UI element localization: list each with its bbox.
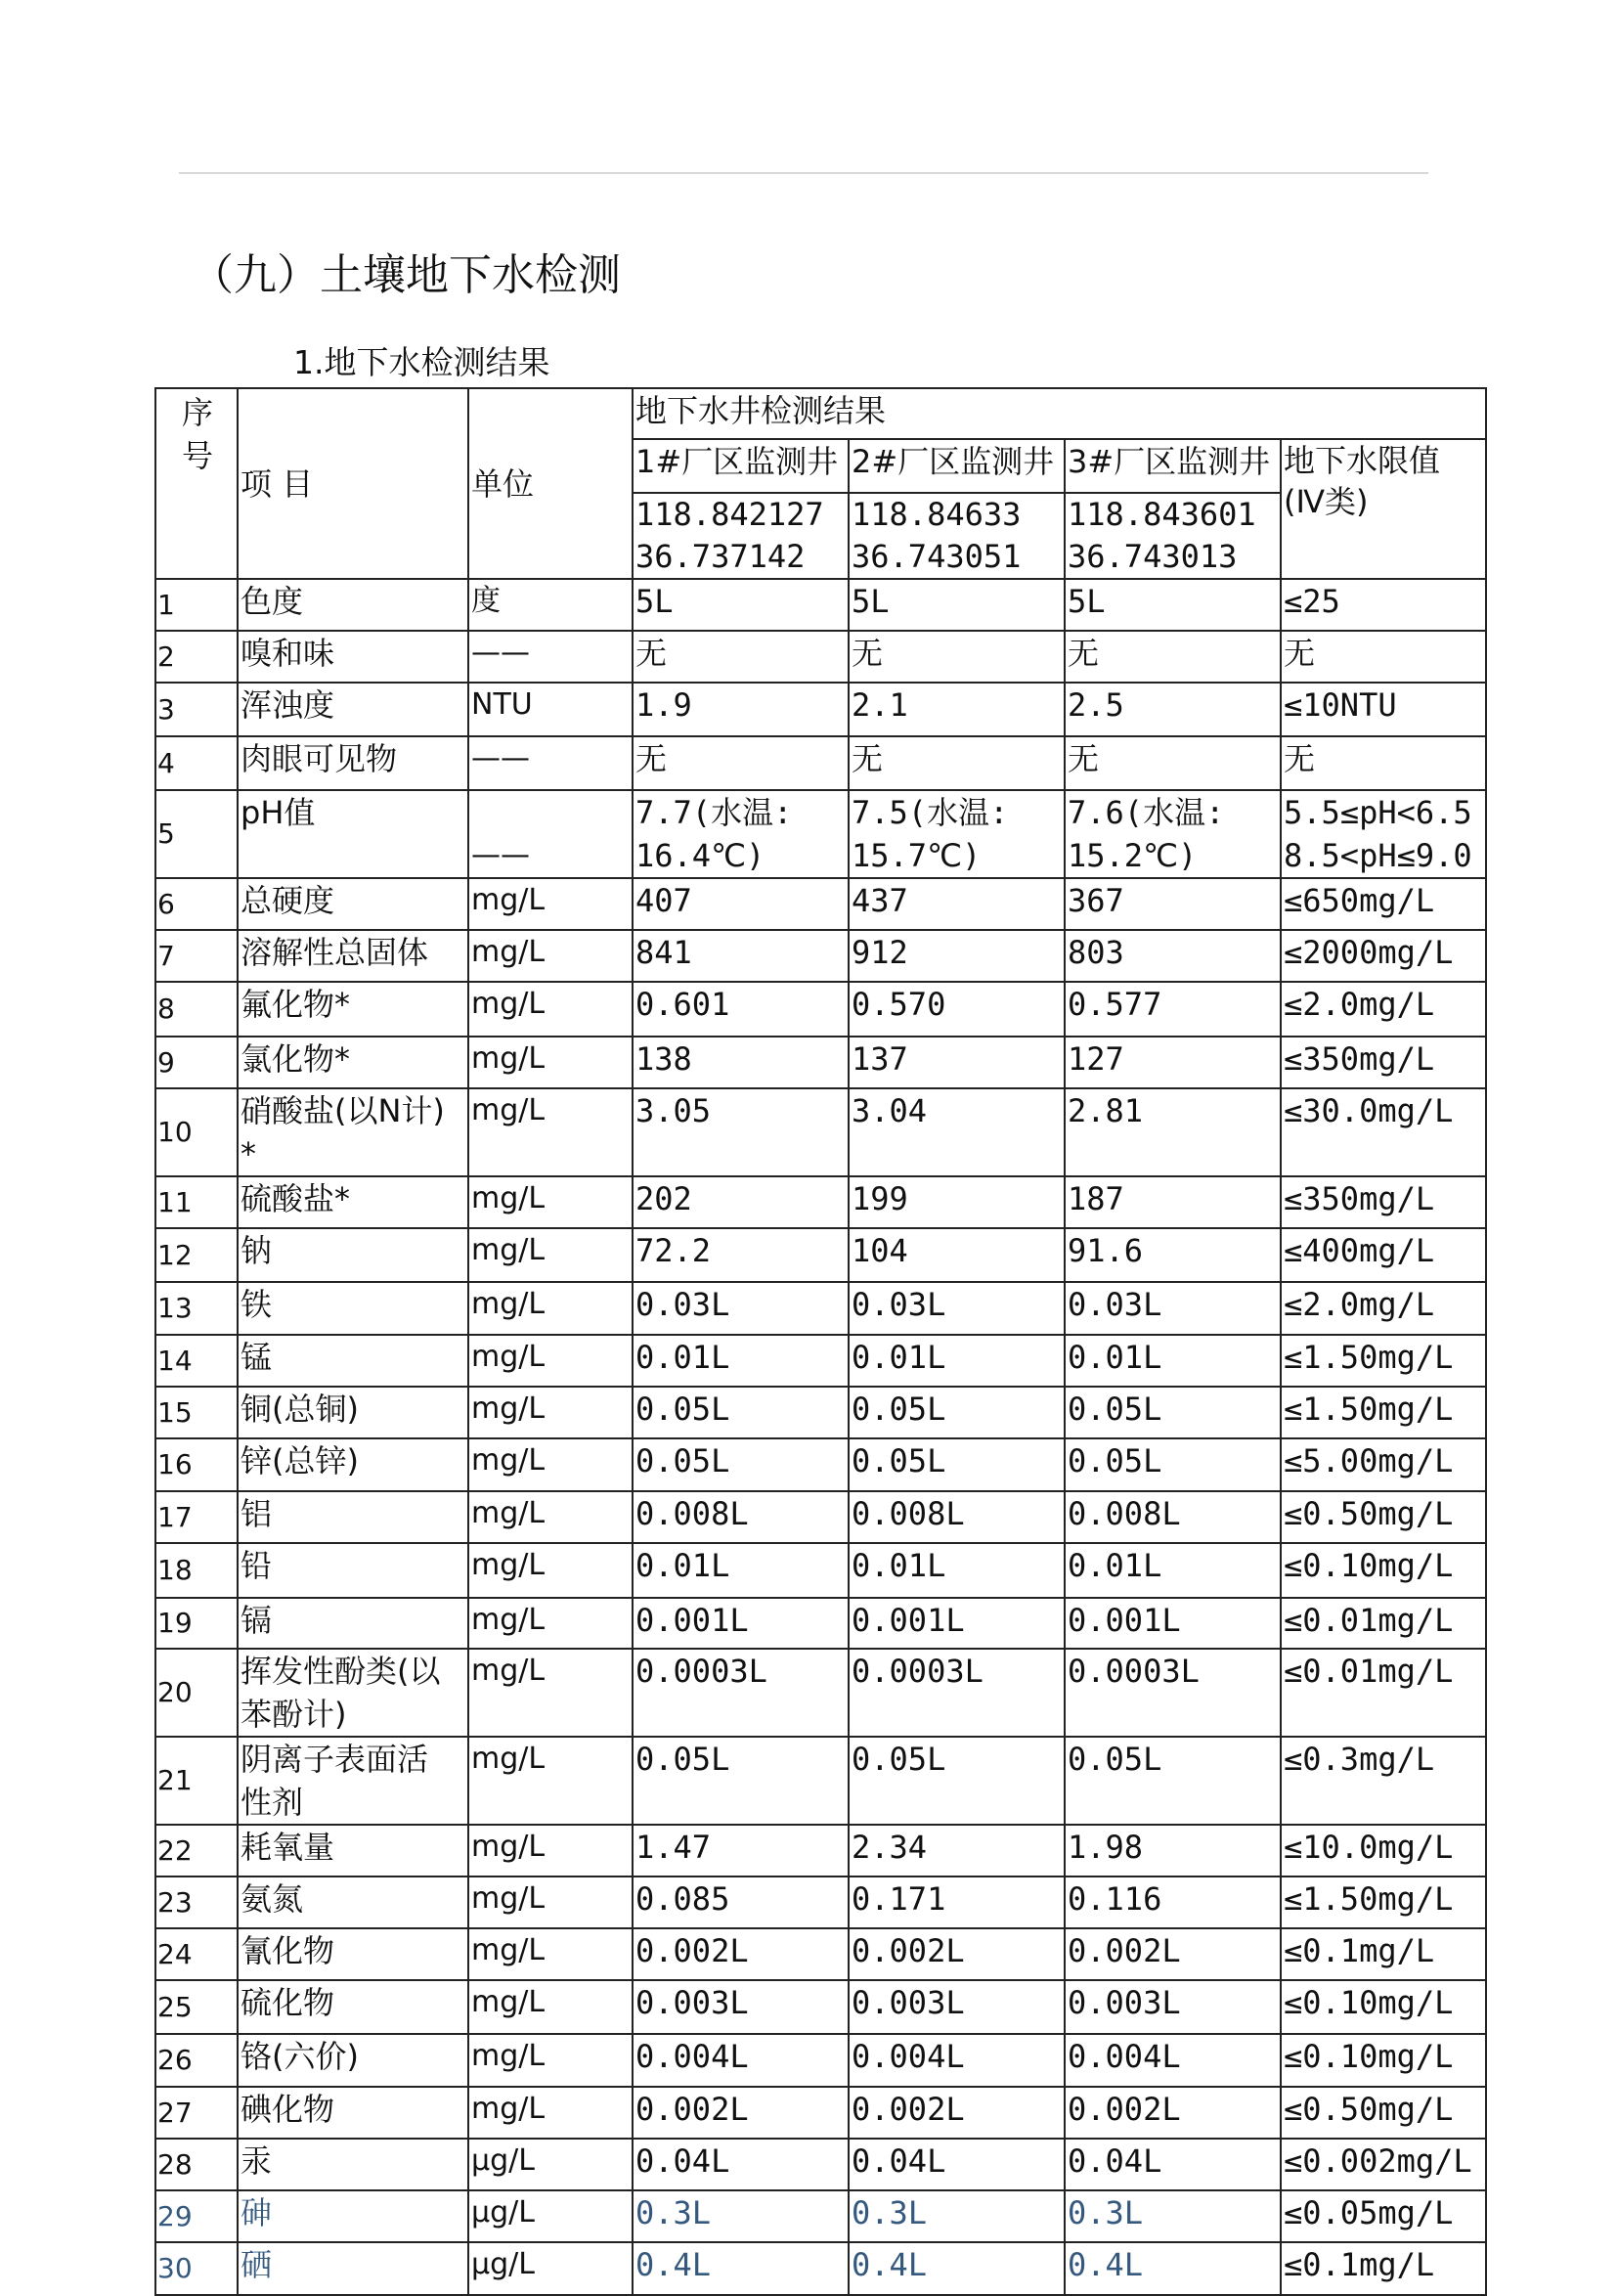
well-2-value: 0.002L <box>849 1928 1065 1980</box>
limit-value: ≤400mg/L <box>1281 1228 1486 1282</box>
well-2-value: 0.05L <box>849 1438 1065 1491</box>
well-2-value: 5L <box>849 579 1065 631</box>
row-number: 5 <box>155 790 238 878</box>
well-1-value: 0.0003L <box>633 1649 849 1737</box>
row-number: 2 <box>155 631 238 683</box>
unit: mg/L <box>468 1438 633 1491</box>
limit-value: ≤10NTU <box>1281 683 1486 736</box>
row-number: 8 <box>155 982 238 1037</box>
well-3-value: 0.01L <box>1065 1543 1281 1598</box>
well-1-value: 0.01L <box>633 1543 849 1598</box>
limit-value: ≤0.50mg/L <box>1281 2087 1486 2139</box>
item-name: 锌(总锌) <box>238 1438 468 1491</box>
item-name: 肉眼可见物 <box>238 736 468 790</box>
table-row <box>155 2190 1486 2242</box>
table-row <box>155 1825 1486 1877</box>
well-3-value: 0.116 <box>1065 1877 1281 1928</box>
row-number: 10 <box>155 1088 238 1176</box>
well-2-value: 0.008L <box>849 1491 1065 1543</box>
header-limit: 地下水限值 (Ⅳ类) <box>1281 439 1486 579</box>
header-well-2: 2#厂区监测井 <box>849 439 1065 493</box>
row-number: 22 <box>155 1825 238 1877</box>
well-2-value: 无 <box>849 631 1065 683</box>
limit-value: ≤0.1mg/L <box>1281 2242 1486 2295</box>
section-title: （九）土壤地下水检测 <box>191 250 621 300</box>
table-row <box>155 1877 1486 1928</box>
header-well-1: 1#厂区监测井 <box>633 439 849 493</box>
row-number: 12 <box>155 1228 238 1282</box>
well-3-value: 367 <box>1065 878 1281 930</box>
well-2-value: 0.05L <box>849 1737 1065 1825</box>
limit-value: ≤25 <box>1281 579 1486 631</box>
well-3-value: 2.81 <box>1065 1088 1281 1176</box>
unit: mg/L <box>468 1037 633 1088</box>
row-number: 28 <box>155 2139 238 2190</box>
limit-value: ≤1.50mg/L <box>1281 1387 1486 1438</box>
unit: mg/L <box>468 1649 633 1737</box>
unit: mg/L <box>468 1598 633 1649</box>
well-1-value: 0.01L <box>633 1335 849 1387</box>
well-2-value: 0.3L <box>849 2190 1065 2242</box>
well-3-value: 1.98 <box>1065 1825 1281 1877</box>
unit: mg/L <box>468 2034 633 2087</box>
table-row <box>155 1335 1486 1387</box>
well-2-value: 0.04L <box>849 2139 1065 2190</box>
well-2-value: 199 <box>849 1176 1065 1228</box>
well-1-value: 无 <box>633 631 849 683</box>
well-3-value: 无 <box>1065 736 1281 790</box>
unit: —— <box>468 736 633 790</box>
limit-value: ≤5.00mg/L <box>1281 1438 1486 1491</box>
unit: mg/L <box>468 2087 633 2139</box>
well-3-value: 0.05L <box>1065 1438 1281 1491</box>
table-row <box>155 1980 1486 2034</box>
limit-value: ≤30.0mg/L <box>1281 1088 1486 1176</box>
unit: μg/L <box>468 2139 633 2190</box>
unit: mg/L <box>468 1387 633 1438</box>
well-3-value: 0.004L <box>1065 2034 1281 2087</box>
well-2-value: 0.002L <box>849 2087 1065 2139</box>
row-number: 27 <box>155 2087 238 2139</box>
well-3-value: 2.5 <box>1065 683 1281 736</box>
well-2-value: 2.1 <box>849 683 1065 736</box>
well-3-value: 0.0003L <box>1065 1649 1281 1737</box>
unit: mg/L <box>468 1088 633 1176</box>
well-1-value: 0.085 <box>633 1877 849 1928</box>
unit: mg/L <box>468 1335 633 1387</box>
well-1-value: 0.002L <box>633 1928 849 1980</box>
well-1-value: 0.003L <box>633 1980 849 2034</box>
table-row <box>155 1438 1486 1491</box>
limit-value: ≤0.01mg/L <box>1281 1598 1486 1649</box>
row-number: 11 <box>155 1176 238 1228</box>
well-3-value: 0.01L <box>1065 1335 1281 1387</box>
well-2-value: 无 <box>849 736 1065 790</box>
well-1-value: 3.05 <box>633 1088 849 1176</box>
item-name: 氯化物* <box>238 1037 468 1088</box>
well-2-value: 0.004L <box>849 2034 1065 2087</box>
row-number: 1 <box>155 579 238 631</box>
limit-value: ≤1.50mg/L <box>1281 1335 1486 1387</box>
unit: NTU <box>468 683 633 736</box>
item-name: 耗氧量 <box>238 1825 468 1877</box>
row-number: 14 <box>155 1335 238 1387</box>
table-row <box>155 1491 1486 1543</box>
well-2-value: 0.01L <box>849 1543 1065 1598</box>
item-name: 色度 <box>238 579 468 631</box>
well-2-value: 2.34 <box>849 1825 1065 1877</box>
limit-value: ≤2.0mg/L <box>1281 1282 1486 1335</box>
unit: mg/L <box>468 1491 633 1543</box>
well-1-value: 无 <box>633 736 849 790</box>
table-row <box>155 631 1486 683</box>
row-number: 7 <box>155 930 238 982</box>
header-unit: 单位 <box>468 388 633 579</box>
unit: mg/L <box>468 1543 633 1598</box>
table-row <box>155 790 1486 878</box>
table-row <box>155 1228 1486 1282</box>
well-1-value: 0.008L <box>633 1491 849 1543</box>
header-well-1-coords: 118.842127 36.737142 <box>633 493 849 579</box>
well-3-value: 91.6 <box>1065 1228 1281 1282</box>
well-1-value: 407 <box>633 878 849 930</box>
well-1-value: 841 <box>633 930 849 982</box>
row-number: 26 <box>155 2034 238 2087</box>
row-number: 19 <box>155 1598 238 1649</box>
limit-value: ≤0.002mg/L <box>1281 2139 1486 2190</box>
limit-value: 5.5≤pH<6.5 8.5<pH≤9.0 <box>1281 790 1486 878</box>
well-2-value: 912 <box>849 930 1065 982</box>
well-1-value: 202 <box>633 1176 849 1228</box>
row-number: 17 <box>155 1491 238 1543</box>
row-number: 13 <box>155 1282 238 1335</box>
limit-value: ≤2.0mg/L <box>1281 982 1486 1037</box>
table-row <box>155 878 1486 930</box>
limit-value: 无 <box>1281 631 1486 683</box>
well-2-value: 0.570 <box>849 982 1065 1037</box>
well-1-value: 138 <box>633 1037 849 1088</box>
well-2-value: 0.171 <box>849 1877 1065 1928</box>
table-row <box>155 1282 1486 1335</box>
well-3-value: 127 <box>1065 1037 1281 1088</box>
unit: mg/L <box>468 1282 633 1335</box>
table-row <box>155 1543 1486 1598</box>
well-2-value: 0.0003L <box>849 1649 1065 1737</box>
unit: mg/L <box>468 1176 633 1228</box>
sub-title: 1.地下水检测结果 <box>293 343 550 381</box>
item-name: 碘化物 <box>238 2087 468 2139</box>
well-3-value: 803 <box>1065 930 1281 982</box>
well-1-value: 0.3L <box>633 2190 849 2242</box>
well-3-value: 0.04L <box>1065 2139 1281 2190</box>
header-seq: 序 号 <box>155 388 238 579</box>
table-row <box>155 2034 1486 2087</box>
well-2-value: 0.4L <box>849 2242 1065 2295</box>
well-1-value: 1.47 <box>633 1825 849 1877</box>
well-3-value: 0.008L <box>1065 1491 1281 1543</box>
well-3-value: 0.003L <box>1065 1980 1281 2034</box>
limit-value: ≤0.3mg/L <box>1281 1737 1486 1825</box>
well-3-value: 0.05L <box>1065 1737 1281 1825</box>
well-1-value: 72.2 <box>633 1228 849 1282</box>
item-name: 砷 <box>238 2190 468 2242</box>
row-number: 29 <box>155 2190 238 2242</box>
well-3-value: 无 <box>1065 631 1281 683</box>
item-name: 总硬度 <box>238 878 468 930</box>
row-number: 25 <box>155 1980 238 2034</box>
item-name: 溶解性总固体 <box>238 930 468 982</box>
well-3-value: 7.6(水温: 15.2℃) <box>1065 790 1281 878</box>
item-name: 硫化物 <box>238 1980 468 2034</box>
item-name: 铜(总铜) <box>238 1387 468 1438</box>
well-3-value: 0.3L <box>1065 2190 1281 2242</box>
item-name: 挥发性酚类(以 苯酚计) <box>238 1649 468 1737</box>
well-3-value: 0.002L <box>1065 2087 1281 2139</box>
unit: mg/L <box>468 878 633 930</box>
unit: mg/L <box>468 930 633 982</box>
limit-value: 无 <box>1281 736 1486 790</box>
item-name: 氨氮 <box>238 1877 468 1928</box>
item-name: 铝 <box>238 1491 468 1543</box>
well-1-value: 0.03L <box>633 1282 849 1335</box>
row-number: 18 <box>155 1543 238 1598</box>
limit-value: ≤2000mg/L <box>1281 930 1486 982</box>
well-2-value: 0.05L <box>849 1387 1065 1438</box>
table-header <box>155 388 1486 579</box>
well-1-value: 0.05L <box>633 1737 849 1825</box>
item-name: 浑浊度 <box>238 683 468 736</box>
well-1-value: 0.001L <box>633 1598 849 1649</box>
limit-value: ≤0.10mg/L <box>1281 1543 1486 1598</box>
item-name: 汞 <box>238 2139 468 2190</box>
well-3-value: 0.001L <box>1065 1598 1281 1649</box>
table-row <box>155 1598 1486 1649</box>
well-1-value: 1.9 <box>633 683 849 736</box>
limit-value: ≤0.50mg/L <box>1281 1491 1486 1543</box>
limit-value: ≤1.50mg/L <box>1281 1877 1486 1928</box>
item-name: 铁 <box>238 1282 468 1335</box>
well-2-value: 137 <box>849 1037 1065 1088</box>
header-group: 地下水井检测结果 <box>633 388 1486 439</box>
row-number: 24 <box>155 1928 238 1980</box>
well-2-value: 0.03L <box>849 1282 1065 1335</box>
well-2-value: 0.003L <box>849 1980 1065 2034</box>
well-3-value: 5L <box>1065 579 1281 631</box>
item-name: 锰 <box>238 1335 468 1387</box>
table-row <box>155 1737 1486 1825</box>
header-item: 项 目 <box>238 388 468 579</box>
limit-value: ≤0.01mg/L <box>1281 1649 1486 1737</box>
table-row <box>155 982 1486 1037</box>
unit: μg/L <box>468 2190 633 2242</box>
item-name: 氰化物 <box>238 1928 468 1980</box>
unit: mg/L <box>468 1825 633 1877</box>
item-name: pH值 <box>238 790 468 878</box>
limit-value: ≤350mg/L <box>1281 1037 1486 1088</box>
row-number: 30 <box>155 2242 238 2295</box>
limit-value: ≤350mg/L <box>1281 1176 1486 1228</box>
row-number: 16 <box>155 1438 238 1491</box>
limit-value: ≤0.1mg/L <box>1281 1928 1486 1980</box>
well-3-value: 187 <box>1065 1176 1281 1228</box>
item-name: 铅 <box>238 1543 468 1598</box>
header-well-2-coords: 118.84633 36.743051 <box>849 493 1065 579</box>
unit: mg/L <box>468 1228 633 1282</box>
page-header-rule <box>179 172 1428 174</box>
item-name: 阴离子表面活 性剂 <box>238 1737 468 1825</box>
table-row <box>155 1928 1486 1980</box>
well-2-value: 0.01L <box>849 1335 1065 1387</box>
unit: mg/L <box>468 1877 633 1928</box>
well-1-value: 5L <box>633 579 849 631</box>
well-2-value: 7.5(水温: 15.7℃) <box>849 790 1065 878</box>
well-1-value: 0.004L <box>633 2034 849 2087</box>
well-1-value: 0.601 <box>633 982 849 1037</box>
well-2-value: 437 <box>849 878 1065 930</box>
row-number: 21 <box>155 1737 238 1825</box>
row-number: 3 <box>155 683 238 736</box>
groundwater-results-table <box>154 387 1487 2296</box>
item-name: 硫酸盐* <box>238 1176 468 1228</box>
well-1-value: 0.4L <box>633 2242 849 2295</box>
well-3-value: 0.03L <box>1065 1282 1281 1335</box>
well-2-value: 3.04 <box>849 1088 1065 1176</box>
row-number: 23 <box>155 1877 238 1928</box>
limit-value: ≤650mg/L <box>1281 878 1486 930</box>
row-number: 20 <box>155 1649 238 1737</box>
table-row <box>155 1176 1486 1228</box>
unit: μg/L <box>468 2242 633 2295</box>
item-name: 铬(六价) <box>238 2034 468 2087</box>
header-well-3-coords: 118.843601 36.743013 <box>1065 493 1281 579</box>
well-3-value: 0.05L <box>1065 1387 1281 1438</box>
table-row <box>155 2087 1486 2139</box>
item-name: 嗅和味 <box>238 631 468 683</box>
table-body <box>155 579 1486 2295</box>
table-row <box>155 1088 1486 1176</box>
unit: —— <box>468 631 633 683</box>
unit: mg/L <box>468 1737 633 1825</box>
table-row <box>155 2139 1486 2190</box>
well-3-value: 0.002L <box>1065 1928 1281 1980</box>
row-number: 15 <box>155 1387 238 1438</box>
table-row <box>155 683 1486 736</box>
item-name: 硝酸盐(以N计) * <box>238 1088 468 1176</box>
unit: mg/L <box>468 1980 633 2034</box>
unit: —— <box>468 790 633 878</box>
unit: mg/L <box>468 982 633 1037</box>
well-2-value: 0.001L <box>849 1598 1065 1649</box>
limit-value: ≤10.0mg/L <box>1281 1825 1486 1877</box>
well-1-value: 0.002L <box>633 2087 849 2139</box>
item-name: 钠 <box>238 1228 468 1282</box>
well-1-value: 0.05L <box>633 1387 849 1438</box>
well-2-value: 104 <box>849 1228 1065 1282</box>
row-number: 4 <box>155 736 238 790</box>
limit-value: ≤0.10mg/L <box>1281 2034 1486 2087</box>
row-number: 6 <box>155 878 238 930</box>
table-row <box>155 2242 1486 2295</box>
table-row <box>155 1387 1486 1438</box>
limit-value: ≤0.10mg/L <box>1281 1980 1486 2034</box>
table-row <box>155 1037 1486 1088</box>
item-name: 镉 <box>238 1598 468 1649</box>
row-number: 9 <box>155 1037 238 1088</box>
table-row <box>155 579 1486 631</box>
header-well-3: 3#厂区监测井 <box>1065 439 1281 493</box>
unit: mg/L <box>468 1928 633 1980</box>
item-name: 氟化物* <box>238 982 468 1037</box>
well-1-value: 0.04L <box>633 2139 849 2190</box>
unit: 度 <box>468 579 633 631</box>
item-name: 硒 <box>238 2242 468 2295</box>
well-3-value: 0.577 <box>1065 982 1281 1037</box>
table-row <box>155 736 1486 790</box>
well-1-value: 7.7(水温: 16.4℃) <box>633 790 849 878</box>
table-row <box>155 1649 1486 1737</box>
well-1-value: 0.05L <box>633 1438 849 1491</box>
well-3-value: 0.4L <box>1065 2242 1281 2295</box>
limit-value: ≤0.05mg/L <box>1281 2190 1486 2242</box>
table-row <box>155 930 1486 982</box>
